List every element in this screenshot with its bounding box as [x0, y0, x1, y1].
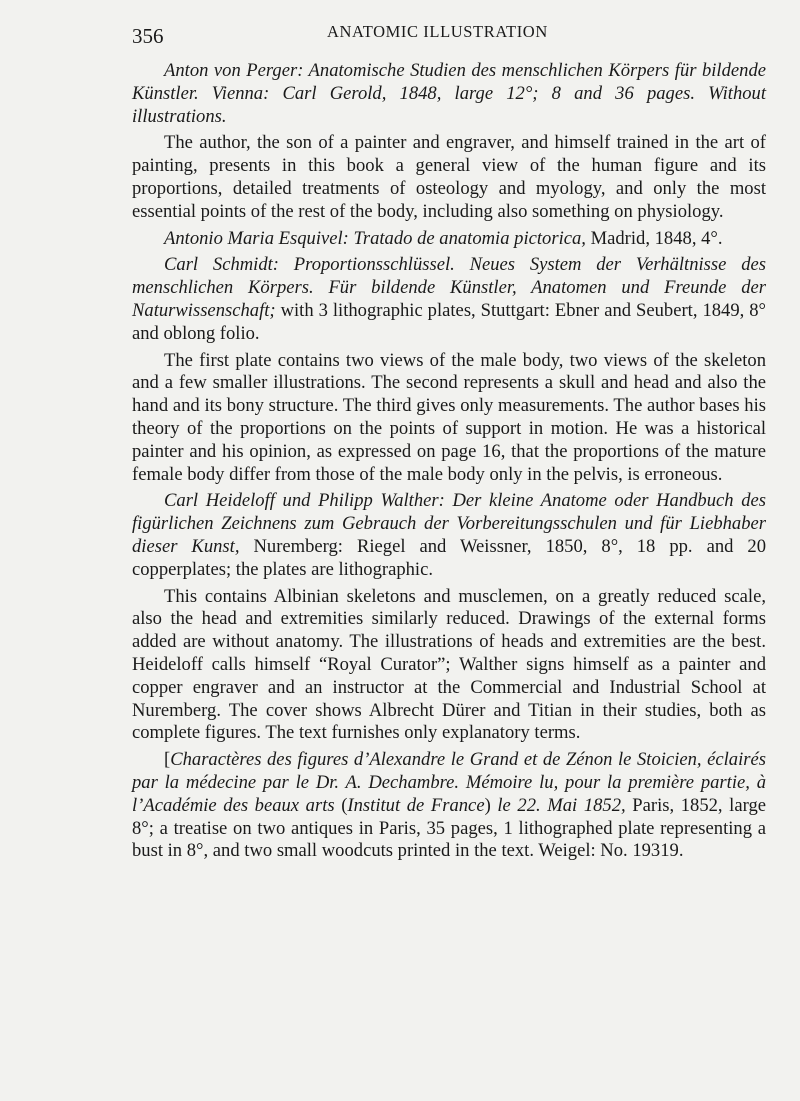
paragraph-heideloff-description: This contains Albinian skeletons and musclemen, on a greatly reduced scale, also the head and extremities similarly reduced. Drawings of the external forms added are without anatomy. The illustrations of heads and extremities are the best. Heideloff calls himself “Royal Curator”; Walther signs himself as a painter and copper engraver and an instructor at the Commercial and Industrial School at Nuremberg. The cover shows Albrecht Dürer and Titian in their studies, both as complete figures. The text furnishes only explanatory terms.: [132, 585, 766, 744]
running-head: ANATOMIC ILLUSTRATION: [327, 22, 548, 41]
entry-dechambre-title: Charactères des figures d’Alexandre le Grand et de Zénon le Stoicien, éclairés par la médecine par le Dr. A. Dechambre. Mémoire lu, pour la première partie, à l’Académie des beaux arts: [132, 749, 766, 816]
page-body: [132, 60, 766, 863]
entry-dechambre: [132, 749, 766, 863]
entry-dechambre-paren-close: ): [484, 794, 498, 816]
entry-schmidt: [132, 254, 766, 345]
paragraph-perger-description: The author, the son of a painter and engraver, and himself trained in the art of painting, presents in this book a general view of the human figure and its proportions, detailed treatments of osteology and myology, and only the most essential points of the rest of the body, including also something on physiology.: [132, 132, 766, 222]
entry-heideloff: [132, 490, 766, 581]
entry-dechambre-date: le 22. Mai 1852,: [497, 794, 626, 816]
paragraph-schmidt-description: The first plate contains two views of the male body, two views of the skeleton and a few smaller illustrations. The second represents a skull and head and also the hand and its bony structure. The third gives only measurements. The author bases his theory of the proportions on the points of support in motion. He was a historical painter and his opinion, as expressed on page 16, that the proportions of the mature female body differ from those of the male body only in the pelvis, is erroneous.: [132, 349, 766, 485]
entry-dechambre-institut: Institut de France: [347, 794, 485, 816]
entry-schmidt-details: with 3 lithographic plates, Stuttgart: Ebner and Seubert, 1849, 8° and oblong folio.: [132, 299, 766, 344]
entry-perger-title: Anton von Perger: Anatomische Studien des menschlichen Körpers für bildende Künstler. Vienna: Carl Gerold, 1848, large 12°; 8 and 36 pages. Without illustrations.: [132, 60, 766, 127]
entry-heideloff-details: Nuremberg: Riegel and Weissner, 1850, 8°, 18 pp. and 20 copperplates; the plates are lithographic.: [132, 535, 767, 580]
entry-dechambre-details: Paris, 1852, large 8°; a treatise on two antiques in Paris, 35 pages, 1 lithographed plate representing a bust in 8°, and two small woodcuts printed in the text. Weigel: No. 19319.: [132, 794, 766, 862]
page-number: 356: [132, 24, 164, 48]
bracket-open: [: [164, 749, 171, 771]
entry-perger: [132, 60, 766, 128]
entry-heideloff-title: Carl Heideloff und Philipp Walther: Der kleine Anatome oder Handbuch des figürlichen Zeichnens zum Gebrauch der Vorbereitungsschulen und für Liebhaber dieser Kunst,: [132, 490, 766, 557]
entry-esquivel-details: Madrid, 1848, 4°.: [585, 227, 723, 249]
page-header: [132, 20, 766, 60]
entry-esquivel: [132, 228, 766, 251]
entry-esquivel-title: Antonio Maria Esquivel: Tratado de anatomia pictorica,: [164, 227, 586, 249]
entry-schmidt-title: Carl Schmidt: Proportionsschlüssel. Neues System der Verhältnisse des menschlichen Körpers. Für bildende Künstler, Anatomen und Freunde der Naturwissenschaft;: [132, 254, 766, 321]
entry-dechambre-paren-open: (: [334, 794, 348, 816]
